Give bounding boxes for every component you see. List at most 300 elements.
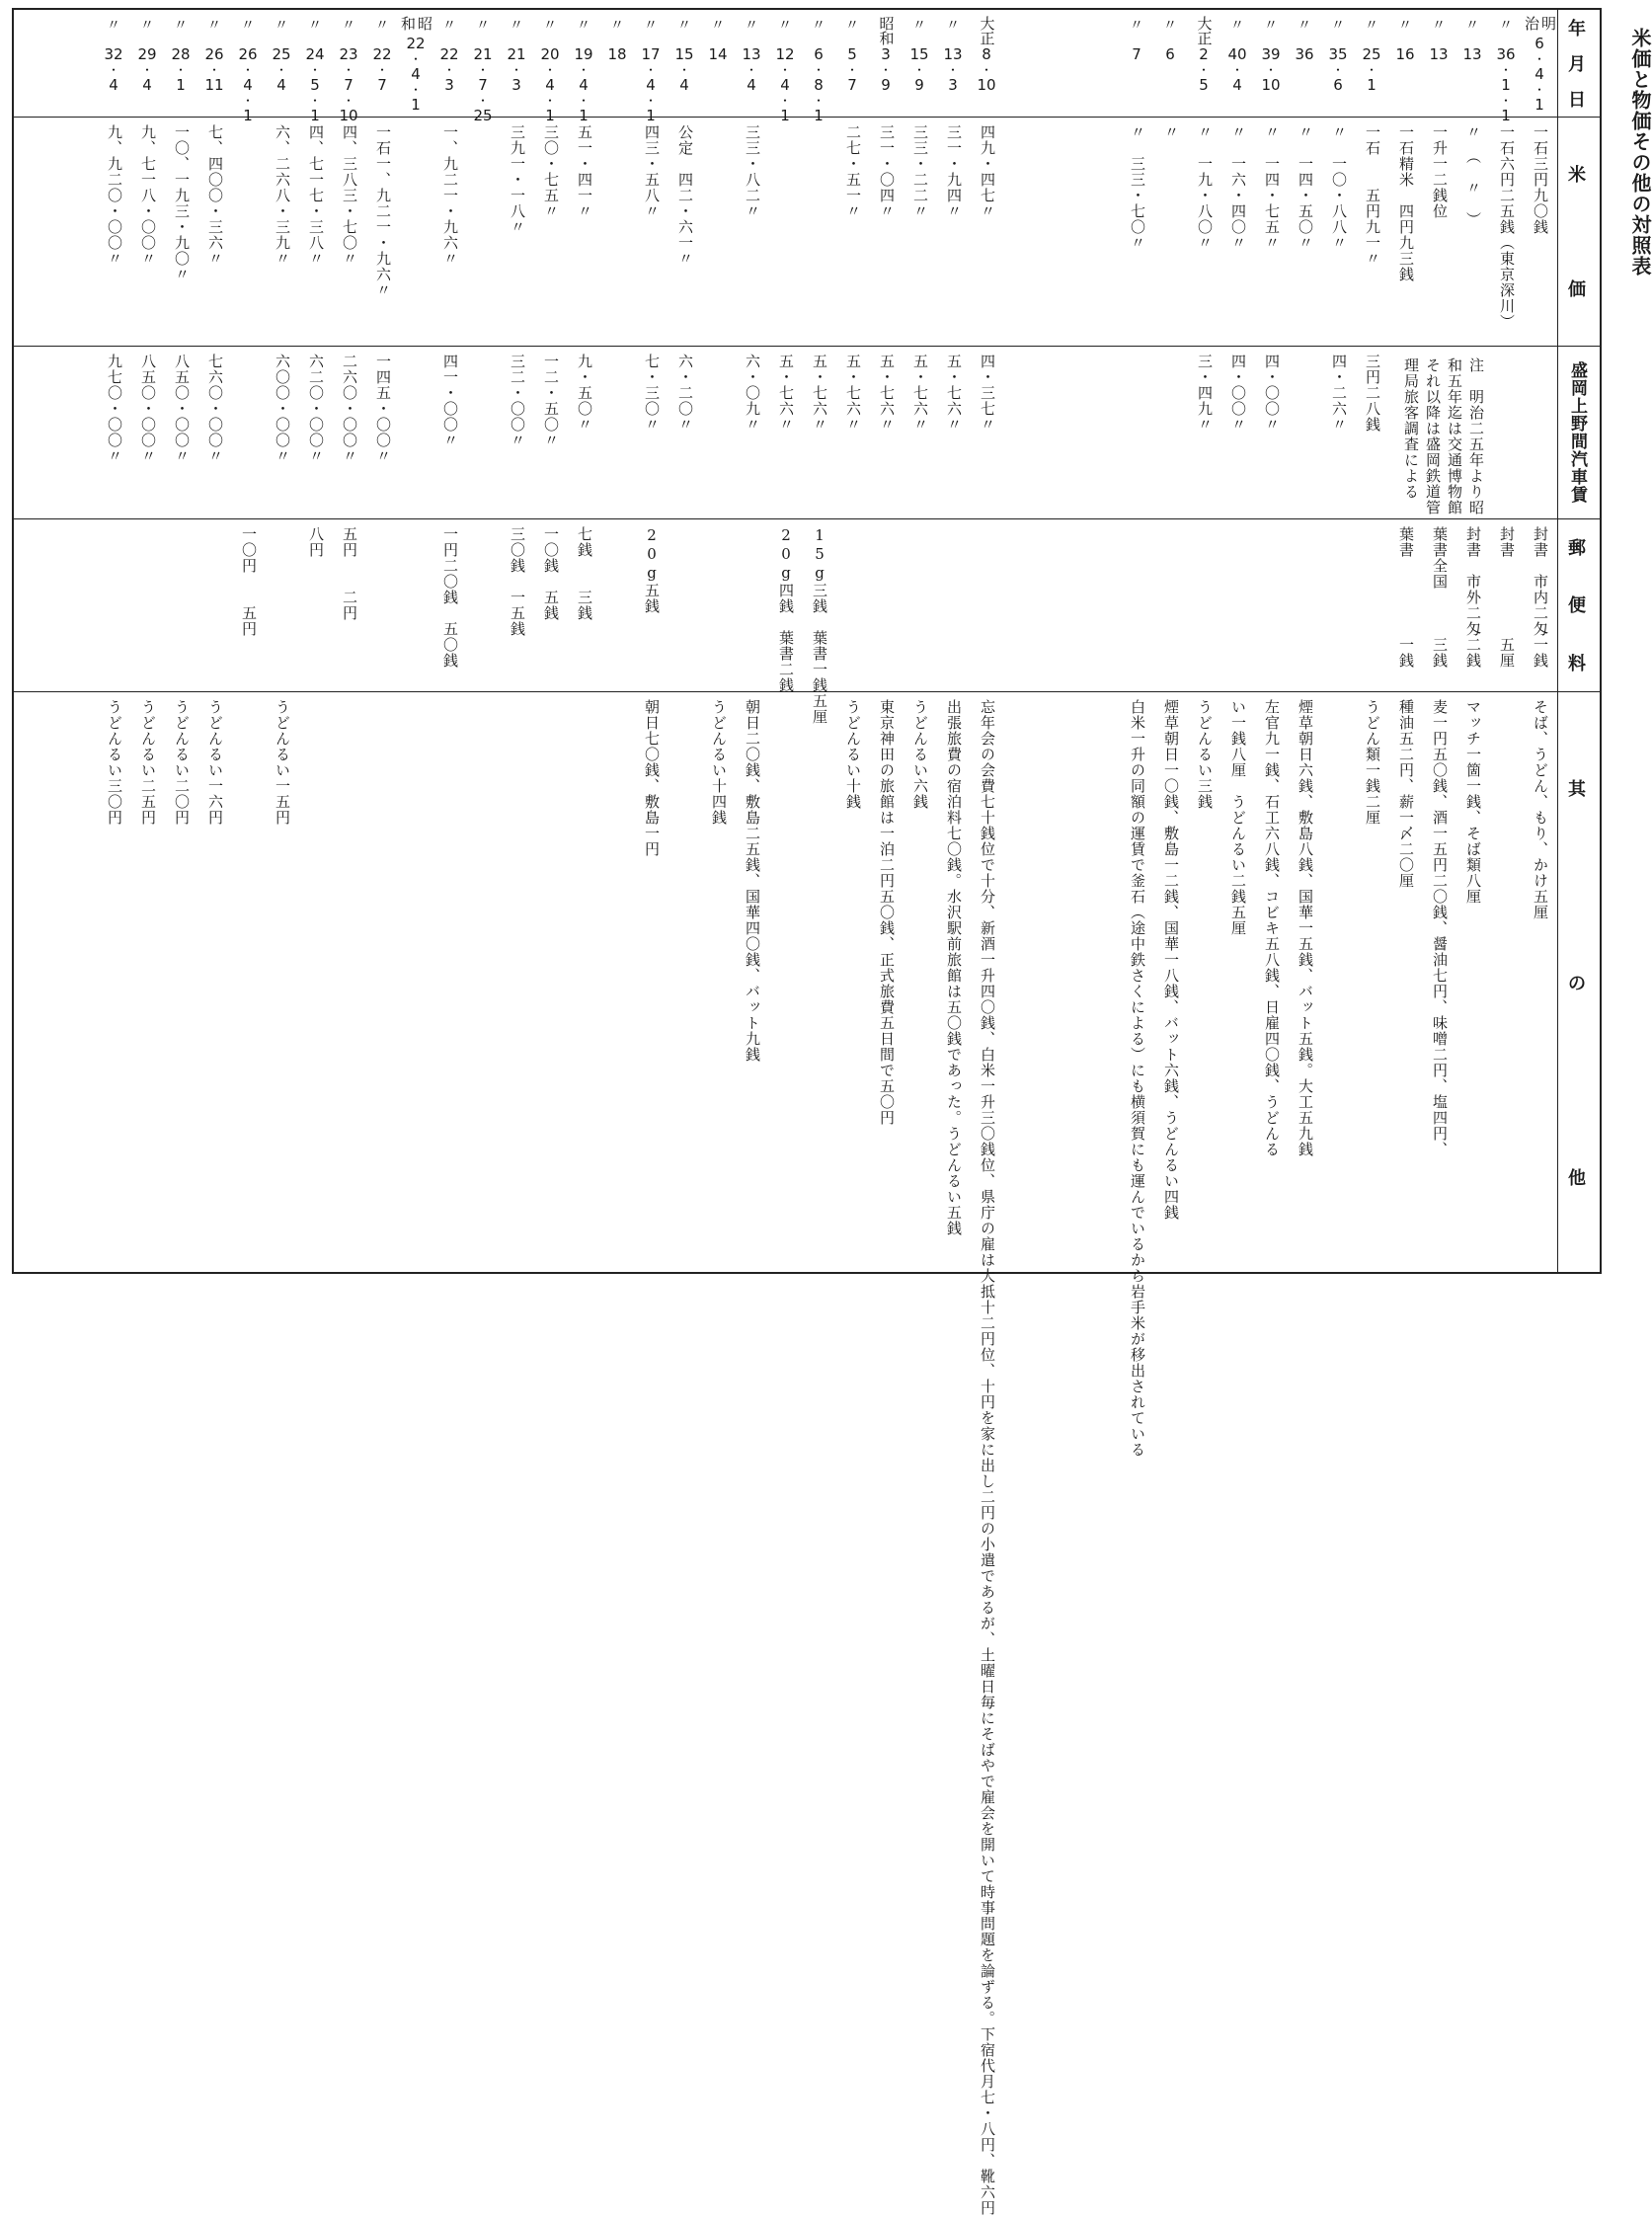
date-y: 26: [238, 45, 258, 63]
date-dot: ・: [140, 63, 153, 77]
date-cell: [903, 16, 936, 115]
train-cell: 五・七六〃: [945, 354, 963, 433]
post-cell: 20g五銭: [643, 526, 661, 614]
ditto-mark: 〃: [174, 18, 188, 34]
ditto-mark: 〃: [1465, 18, 1479, 34]
date-y: 15: [909, 45, 929, 63]
date-cell: [197, 16, 231, 115]
date-y: 21: [507, 45, 526, 63]
date-cell: [970, 16, 1003, 115]
rice-cell: 四九・四七〃: [979, 124, 996, 219]
date-cell: [298, 16, 332, 124]
date-d: 1: [243, 107, 253, 124]
date-y: 7: [1132, 45, 1141, 63]
date-y: 16: [1395, 45, 1415, 63]
date-m: 4: [679, 76, 689, 94]
date-dot: ・: [207, 63, 220, 77]
rice-cell: 六、二六八・三九〃: [274, 124, 291, 267]
date-dot: ・: [644, 94, 657, 108]
date-cell: [1153, 16, 1187, 115]
date-cell: [634, 16, 668, 124]
ditto-mark: 〃: [1365, 18, 1378, 34]
date-y: 36: [1496, 45, 1516, 63]
date-cell: [97, 16, 130, 115]
rice-cell: 四三・五八〃: [643, 124, 661, 219]
date-m: 7: [344, 76, 354, 94]
ditto-mark: 〃: [778, 18, 792, 34]
ditto-mark: 〃: [1499, 18, 1513, 34]
header-post-1: 郵: [1568, 538, 1586, 560]
date-dot: ・: [174, 63, 187, 77]
date-cell: [130, 16, 164, 115]
date-m: 1: [1501, 76, 1511, 94]
date-dot: ・: [1264, 63, 1277, 77]
post-cell: 一〇銭 五銭: [542, 526, 560, 621]
ditto-mark: 〃: [711, 18, 725, 34]
rice-cell: 〃: [1162, 124, 1180, 140]
era-label: 明治: [1523, 16, 1557, 31]
date-cell: [802, 16, 835, 124]
other-cell: うどんるい六銭: [911, 699, 929, 810]
other-cell: マッチ一箇一銭、そば類八厘: [1464, 699, 1482, 905]
date-dot: ・: [1499, 94, 1512, 108]
rice-cell: 〃 一九・八〇〃: [1196, 124, 1214, 251]
rice-cell: 五一・四一〃: [576, 124, 593, 219]
ditto-mark: 〃: [107, 18, 120, 34]
date-m: 4: [579, 76, 589, 94]
ditto-mark: 〃: [577, 18, 590, 34]
train-cell: 四一・〇〇〃: [441, 354, 459, 448]
ditto-mark: 〃: [745, 18, 758, 34]
date-cell: [567, 16, 600, 124]
date-dot: ・: [1365, 63, 1377, 77]
date-d: 1: [545, 107, 555, 124]
date-cell: [365, 16, 399, 115]
rice-cell: 一石精米 四円九三銭: [1397, 124, 1415, 282]
header-post-2: 便: [1568, 595, 1586, 617]
post-cell: 五円 二円: [341, 526, 358, 621]
train-cell: 六〇〇・〇〇〃: [274, 354, 291, 464]
date-y: 13: [1429, 45, 1449, 63]
row-divider-4: [14, 691, 1600, 692]
train-cell: 七・三〇〃: [643, 354, 661, 433]
header-post: [1554, 518, 1600, 691]
date-m: 4: [646, 76, 656, 94]
date-dot: ・: [510, 63, 522, 77]
date-y: 13: [1462, 45, 1482, 63]
ditto-mark: 〃: [308, 18, 322, 34]
date-dot: ・: [845, 63, 858, 77]
date-cell: [668, 16, 701, 115]
other-cell: い一銭八厘 うどんるい二銭五厘: [1229, 699, 1247, 936]
date-dot: ・: [442, 63, 455, 77]
date-y: 35: [1328, 45, 1348, 63]
header-train-label: 盛岡上野間汽車賃: [1567, 360, 1587, 504]
ditto-mark: 〃: [644, 18, 658, 34]
date-m: 3: [444, 76, 454, 94]
date-dot: ・: [644, 63, 657, 77]
rice-cell: 〃 三三・七〇〃: [1129, 124, 1146, 251]
date-cell: [231, 16, 265, 124]
rice-cell: 一升一二銭位: [1431, 124, 1449, 219]
date-cell: [1220, 16, 1254, 115]
other-cell: 煙草朝日六銭、敷島八銭、国華一五銭、バット五銭。大工五九銭: [1297, 699, 1314, 1157]
train-cell: 八五〇・〇〇〃: [173, 354, 191, 464]
era-label: 昭和: [877, 16, 896, 45]
date-y: 15: [674, 45, 694, 63]
date-y: 39: [1261, 45, 1281, 63]
date-m: 8: [814, 76, 824, 94]
table-title: 米価と物価その他の対照表: [1628, 28, 1652, 277]
date-dot: ・: [409, 83, 422, 97]
header-train: [1554, 346, 1600, 518]
other-cell: うどんるい一五円: [274, 699, 291, 826]
ditto-mark: 〃: [1264, 18, 1278, 34]
ditto-mark: 〃: [1230, 18, 1244, 34]
date-m: 10: [1261, 76, 1281, 94]
date-m: 1: [1367, 76, 1377, 94]
rice-cell: 三九一・一八〃: [509, 124, 526, 235]
date-m: 5: [310, 76, 320, 94]
other-cell: うどんるい三銭: [1196, 699, 1214, 810]
date-dot: ・: [577, 94, 590, 108]
post-cell: 八円: [307, 526, 325, 558]
date-y: 32: [104, 45, 123, 63]
date-y: 12: [775, 45, 795, 63]
date-m: 4: [780, 76, 790, 94]
post-cell: 15g三銭 葉書一銭五厘: [811, 526, 828, 725]
date-m: 7: [377, 76, 387, 94]
date-dot: ・: [476, 63, 489, 77]
date-m: 9: [914, 76, 924, 94]
rice-cell: 一、九二一・九六〃: [441, 124, 459, 267]
train-cell: 四・〇〇〃: [1263, 354, 1281, 433]
train-cell: 六・〇九〃: [744, 354, 761, 433]
era-label: 昭和: [399, 16, 433, 31]
date-m: 4: [243, 76, 253, 94]
other-cell: うどんるい二〇円: [173, 699, 191, 826]
post-cell: 20g四銭 葉書二銭: [777, 526, 795, 693]
date-cell: [1288, 16, 1321, 115]
date-cell: [735, 16, 768, 115]
other-cell: うどんるい十四銭: [710, 699, 728, 826]
date-cell: [433, 16, 466, 115]
rice-cell: 一石六円二五銭（東京深川）: [1498, 124, 1516, 330]
post-cell: 封書 五厘: [1498, 526, 1516, 669]
other-cell: うどんるい二五円: [139, 699, 157, 826]
date-dot: ・: [879, 63, 892, 77]
date-cell: [1388, 16, 1422, 115]
date-dot: ・: [980, 63, 992, 77]
date-dot: ・: [1533, 52, 1545, 66]
date-dot: ・: [1197, 63, 1210, 77]
ditto-mark: 〃: [342, 18, 355, 34]
date-m: 4: [276, 76, 286, 94]
train-cell: 五・七六〃: [844, 354, 862, 433]
other-cell: 煙草朝日一〇銭、敷島一二銭、国華一八銭、バット六銭、うどんるい四銭: [1162, 699, 1180, 1221]
other-cell: うどん類一銭二厘: [1364, 699, 1381, 826]
header-month: 月: [1568, 54, 1586, 75]
comparison-table: [12, 8, 1602, 2216]
train-cell: 六二〇・〇〇〃: [307, 354, 325, 464]
date-y: 6: [1165, 45, 1175, 63]
rice-cell: 四、七一七・三八〃: [307, 124, 325, 267]
date-y: 18: [607, 45, 627, 63]
rice-cell: 公定 四二・六一〃: [676, 124, 694, 267]
date-m: 4: [411, 65, 421, 83]
date-dot: ・: [543, 94, 556, 108]
date-cell: [1120, 16, 1153, 115]
date-d: 1: [780, 107, 790, 124]
date-m: 9: [881, 76, 891, 94]
date-dot: ・: [308, 94, 321, 108]
date-cell: [1321, 16, 1355, 115]
date-dot: ・: [1230, 63, 1243, 77]
ditto-mark: 〃: [543, 18, 557, 34]
date-dot: ・: [812, 94, 825, 108]
ditto-mark: 〃: [946, 18, 960, 34]
train-cell: 七六〇・〇〇〃: [206, 354, 224, 464]
date-cell: [533, 16, 567, 124]
rice-cell: 一石三円九〇銭: [1532, 124, 1549, 235]
post-cell: 封書 市内二匁一銭: [1532, 526, 1549, 669]
other-cell: 朝日七〇銭、敷島一円: [643, 699, 661, 857]
date-d: 10: [339, 107, 358, 124]
date-cell: [869, 16, 903, 115]
ditto-mark: 〃: [1331, 18, 1345, 34]
date-cell: [701, 16, 735, 115]
date-cell: [500, 16, 533, 115]
train-cell: 一四五・〇〇〃: [374, 354, 392, 464]
date-dot: ・: [677, 63, 690, 77]
train-cell: 三二・〇〇〃: [509, 354, 526, 448]
train-cell: 四・〇〇〃: [1229, 354, 1247, 433]
date-cell: [1187, 16, 1220, 115]
date-y: 25: [272, 45, 291, 63]
ditto-mark: 〃: [1398, 18, 1412, 34]
date-cell: [1489, 16, 1523, 124]
ditto-mark: 〃: [912, 18, 926, 34]
era-label: 大正: [1195, 16, 1214, 45]
date-m: 7: [478, 76, 488, 94]
rice-cell: 七、四〇〇・三六〃: [206, 124, 224, 267]
date-y: 28: [171, 45, 191, 63]
date-cell: [399, 16, 433, 115]
post-cell: 葉書 一銭: [1397, 526, 1415, 669]
other-cell: そば、うどん、もり、かけ五厘: [1532, 699, 1549, 920]
train-cell: 四・二六〃: [1330, 354, 1348, 433]
date-dot: ・: [778, 63, 791, 77]
post-cell: 一〇円 五円: [240, 526, 258, 637]
date-cell: [1422, 16, 1455, 115]
date-dot: ・: [342, 63, 354, 77]
header-day: 日: [1568, 90, 1586, 111]
ditto-mark: 〃: [275, 18, 288, 34]
rice-cell: 〃 一〇・八八〃: [1330, 124, 1348, 251]
post-cell: 三〇銭 一五銭: [509, 526, 526, 637]
rice-cell: 三一・〇四〃: [878, 124, 896, 219]
date-y: 8: [982, 45, 991, 63]
train-cell: 九・五〇〃: [576, 354, 593, 433]
date-dot: ・: [409, 52, 422, 66]
date-m: 4: [109, 76, 118, 94]
date-y: 2: [1199, 45, 1209, 63]
header-other-2: の: [1568, 973, 1586, 994]
header-date: [1554, 10, 1600, 117]
date-m: 3: [948, 76, 958, 94]
rice-cell: 三三・二二〃: [911, 124, 929, 219]
other-cell: うどんるい十銭: [844, 699, 862, 810]
train-cell: 五・七六〃: [777, 354, 795, 433]
rice-cell: 〃 一六・四〇〃: [1229, 124, 1247, 251]
train-cell: 一二・五〇〃: [542, 354, 560, 448]
date-cell: [768, 16, 802, 124]
ditto-mark: 〃: [241, 18, 255, 34]
date-cell: [936, 16, 970, 115]
date-y: 20: [540, 45, 560, 63]
date-y: 40: [1227, 45, 1247, 63]
date-y: 21: [473, 45, 493, 63]
rice-cell: 〃 一四・七五〃: [1263, 124, 1281, 251]
post-cell: 封書 市外二匁二銭: [1464, 526, 1482, 669]
train-cell: 五・七六〃: [911, 354, 929, 433]
date-y: 22: [372, 45, 392, 63]
date-dot: ・: [745, 63, 757, 77]
ditto-mark: 〃: [1163, 18, 1177, 34]
ditto-mark: 〃: [476, 18, 490, 34]
date-dot: ・: [812, 63, 825, 77]
date-y: 29: [137, 45, 157, 63]
date-dot: ・: [1499, 63, 1512, 77]
post-cell: 七銭 三銭: [576, 526, 593, 621]
train-cell: 八五〇・〇〇〃: [139, 354, 157, 464]
date-d: 25: [473, 107, 493, 124]
train-cell: 九七〇・〇〇〃: [106, 354, 123, 464]
rice-cell: 〃 （ 〃 ）: [1464, 124, 1482, 228]
rice-cell: 三三・八二〃: [744, 124, 761, 219]
date-cell: [1455, 16, 1489, 115]
header-other-1: 其: [1568, 779, 1586, 801]
date-dot: ・: [543, 63, 556, 77]
date-y: 22: [439, 45, 459, 63]
date-cell: [265, 16, 298, 115]
date-y: 13: [742, 45, 761, 63]
date-y: 19: [574, 45, 593, 63]
date-d: 1: [646, 107, 656, 124]
date-y: 6: [1534, 35, 1544, 52]
ditto-mark: 〃: [677, 18, 691, 34]
rice-cell: 二七・五一〃: [844, 124, 862, 219]
train-cell: 五・七六〃: [878, 354, 896, 433]
ditto-mark: 〃: [140, 18, 154, 34]
header-rice: [1554, 117, 1600, 346]
date-dot: ・: [375, 63, 388, 77]
other-cell: うどんるい一六円: [206, 699, 224, 826]
date-dot: ・: [241, 94, 254, 108]
date-cell: [466, 16, 500, 124]
date-d: 1: [814, 107, 824, 124]
ditto-mark: 〃: [375, 18, 389, 34]
header-rice-2: 価: [1568, 279, 1586, 300]
train-cell: 六・二〇〃: [676, 354, 694, 433]
rice-cell: 一石一、九二一・九六〃: [374, 124, 392, 298]
date-y: 36: [1295, 45, 1314, 63]
post-cell: 一円二〇銭 五〇銭: [441, 526, 459, 669]
rice-cell: 一石 五円九一〃: [1364, 124, 1381, 267]
other-cell: 出張旅費の宿泊料七〇銭。水沢駅前旅館は五〇銭であった。うどんるい五銭: [945, 699, 963, 1236]
date-d: 1: [1534, 96, 1544, 114]
date-m: 4: [142, 76, 152, 94]
ditto-mark: 〃: [442, 18, 456, 34]
era-label: 大正: [978, 16, 996, 45]
date-m: 11: [204, 76, 224, 94]
row-divider-3: [14, 518, 1600, 519]
date-y: 22: [406, 35, 426, 52]
ditto-mark: 〃: [510, 18, 523, 34]
date-dot: ・: [946, 63, 959, 77]
train-cell: 五・七六〃: [811, 354, 828, 433]
date-y: 14: [708, 45, 728, 63]
header-rice-1: 米: [1568, 165, 1586, 186]
date-dot: ・: [778, 94, 791, 108]
ditto-mark: 〃: [1130, 18, 1143, 34]
date-m: 4: [1232, 76, 1242, 94]
date-m: 5: [1199, 76, 1209, 94]
date-m: 6: [1333, 76, 1343, 94]
date-m: 3: [511, 76, 521, 94]
date-dot: ・: [912, 63, 925, 77]
date-m: 4: [747, 76, 756, 94]
rice-cell: 一〇、一九三・九〇〃: [173, 124, 191, 282]
other-cell: 白米一升の同額の運賃で釜石（途中鉄さくによる）にも横須賀にも運んでいるから岩手米が移出されている: [1129, 699, 1146, 1458]
date-cell: [1355, 16, 1388, 115]
date-d: 1: [1501, 107, 1511, 124]
rice-cell: 三〇・七五〃: [542, 124, 560, 219]
date-m: 1: [176, 76, 186, 94]
ditto-mark: 〃: [207, 18, 221, 34]
header-other-3: 他: [1568, 1167, 1586, 1189]
date-y: 17: [641, 45, 661, 63]
rice-cell: 〃 一四・五〇〃: [1297, 124, 1314, 251]
date-y: 6: [814, 45, 824, 63]
date-dot: ・: [577, 63, 590, 77]
header-year: 年: [1568, 19, 1586, 40]
date-cell: [1254, 16, 1288, 115]
date-y: 24: [305, 45, 325, 63]
date-dot: ・: [342, 94, 354, 108]
ditto-mark: 〃: [845, 18, 859, 34]
train-cell: 三・四九〃: [1196, 354, 1214, 433]
other-cell: 東京神田の旅館は一泊二円五〇銭、正式旅費五日間で五〇円: [878, 699, 896, 1126]
date-m: 7: [847, 76, 857, 94]
date-dot: ・: [308, 63, 321, 77]
other-cell: うどんるい三〇円: [106, 699, 123, 826]
train-cell: 四・三七〃: [979, 354, 996, 433]
date-d: 1: [310, 107, 320, 124]
train-cell: 二六〇・〇〇〃: [341, 354, 358, 464]
rice-cell: 三一・九四〃: [945, 124, 963, 219]
other-cell: 左官九一銭、石工六八銭、コビキ五八銭、日雇四〇銭、うどんる: [1263, 699, 1281, 1157]
date-dot: ・: [1533, 83, 1545, 97]
date-cell: [164, 16, 197, 115]
ditto-mark: 〃: [610, 18, 624, 34]
header-other: [1554, 691, 1600, 1274]
date-d: 1: [411, 96, 421, 114]
date-m: 4: [1534, 65, 1544, 83]
date-dot: ・: [1331, 63, 1344, 77]
date-dot: ・: [107, 63, 119, 77]
date-cell: [835, 16, 869, 115]
